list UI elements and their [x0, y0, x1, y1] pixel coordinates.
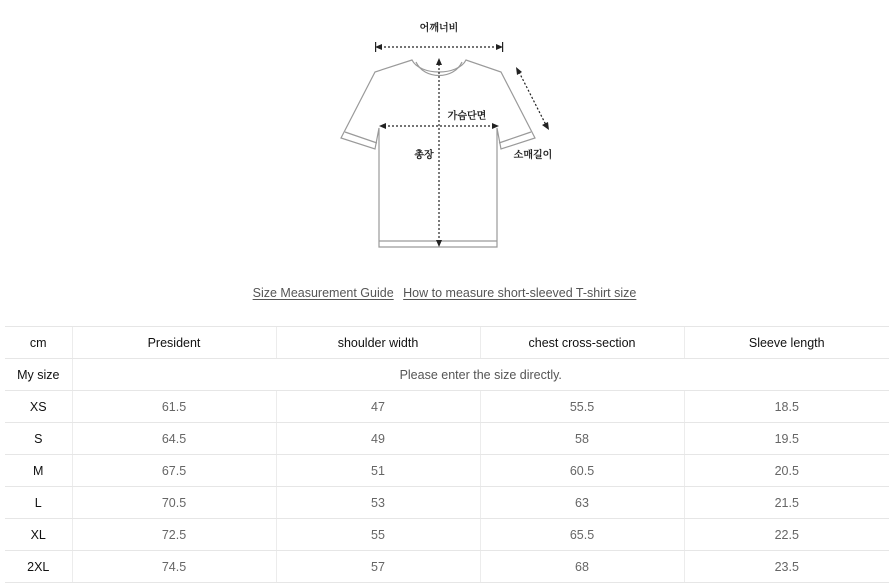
size-label: 2XL — [5, 551, 72, 583]
table-cell: 51 — [276, 455, 480, 487]
length-label: 총장 — [414, 150, 434, 161]
header-row — [5, 327, 889, 359]
table-cell: 53 — [276, 487, 480, 519]
size-label: S — [5, 423, 72, 455]
size-label: L — [5, 487, 72, 519]
table-row — [5, 487, 889, 519]
tshirt-outline — [341, 60, 535, 247]
table-cell: 74.5 — [72, 551, 276, 583]
col-header-chest: chest cross-section — [480, 327, 684, 359]
col-header-sleeve: Sleeve length — [684, 327, 889, 359]
ticks — [375, 42, 503, 52]
sleeve-label: 소매길이 — [513, 150, 553, 161]
table-cell: 67.5 — [72, 455, 276, 487]
table-cell: 47 — [276, 391, 480, 423]
table-cell: 61.5 — [72, 391, 276, 423]
table-cell: 64.5 — [72, 423, 276, 455]
table-cell: 22.5 — [684, 519, 889, 551]
my-size-label: My size — [5, 359, 72, 391]
table-cell: 58 — [480, 423, 684, 455]
my-size-note: Please enter the size directly. — [72, 359, 889, 391]
table-cell: 70.5 — [72, 487, 276, 519]
col-header-shoulder-width: shoulder width — [276, 327, 480, 359]
table-cell: 49 — [276, 423, 480, 455]
table-cell: 19.5 — [684, 423, 889, 455]
size-label: XS — [5, 391, 72, 423]
size-label: M — [5, 455, 72, 487]
table-cell: 65.5 — [480, 519, 684, 551]
tshirt-measurement-diagram — [320, 0, 580, 260]
measurement-links — [0, 286, 889, 300]
table-cell: 60.5 — [480, 455, 684, 487]
col-header-president: President — [72, 327, 276, 359]
table-cell: 18.5 — [684, 391, 889, 423]
unit-header: cm — [5, 327, 72, 359]
size-table — [5, 326, 889, 583]
size-guide-link[interactable]: Size Measurement Guide — [252, 286, 394, 300]
table-cell: 63 — [480, 487, 684, 519]
measurement-lines — [380, 47, 546, 241]
shoulder-label: 어깨너비 — [419, 23, 459, 34]
size-label: XL — [5, 519, 72, 551]
table-row — [5, 519, 889, 551]
table-cell: 21.5 — [684, 487, 889, 519]
table-cell: 55 — [276, 519, 480, 551]
table-row — [5, 455, 889, 487]
table-row — [5, 423, 889, 455]
chest-label: 가슴단면 — [447, 111, 487, 122]
tshirt-illustration — [320, 0, 580, 260]
table-cell: 68 — [480, 551, 684, 583]
table-row — [5, 551, 889, 583]
table-cell: 72.5 — [72, 519, 276, 551]
table-cell: 57 — [276, 551, 480, 583]
table-cell: 20.5 — [684, 455, 889, 487]
arrow-heads — [375, 44, 549, 247]
table-row — [5, 391, 889, 423]
my-size-row — [5, 359, 889, 391]
table-cell: 55.5 — [480, 391, 684, 423]
how-to-measure-link[interactable]: How to measure short-sleeved T-shirt size — [403, 286, 637, 300]
table-cell: 23.5 — [684, 551, 889, 583]
